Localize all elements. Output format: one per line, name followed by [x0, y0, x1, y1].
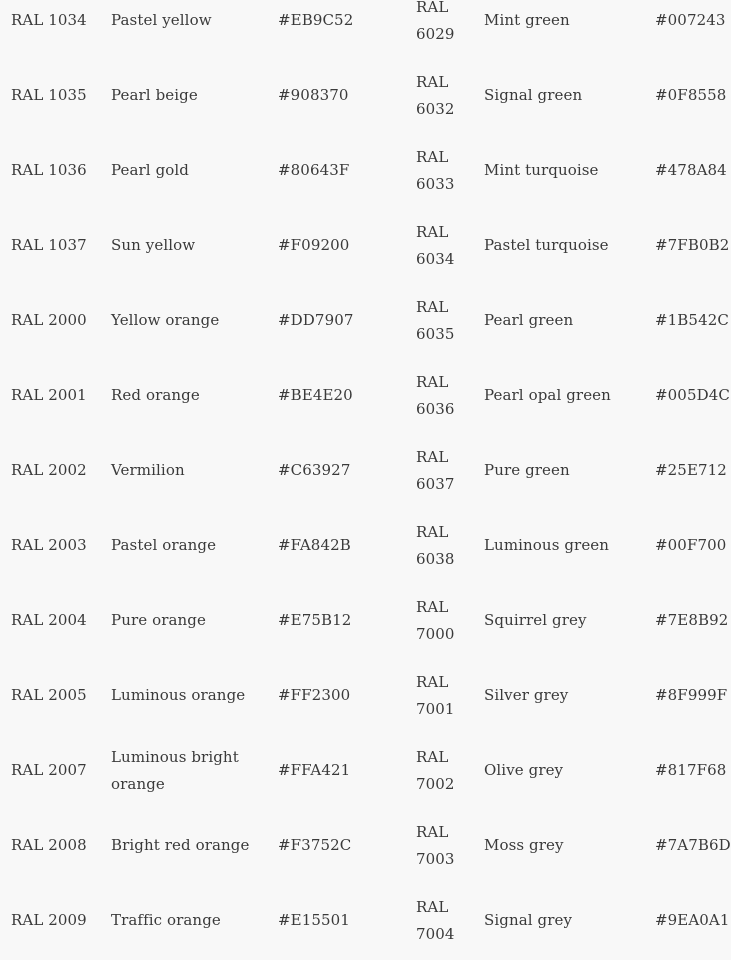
ral-code: RAL 2003: [11, 536, 87, 554]
color-name: Pearl gold: [111, 161, 190, 179]
color-name: Luminous green: [484, 536, 610, 554]
hex-value: #E75B12: [278, 611, 352, 629]
ral-code: [416, 133, 476, 208]
ral-code-text: RAL 6033: [416, 147, 455, 193]
ral-code: RAL 2000: [11, 311, 87, 329]
hex-value: #478A84: [655, 161, 727, 179]
ral-code-text: RAL 7004: [416, 897, 455, 943]
ral-code: RAL 2002: [11, 461, 87, 479]
ral-code: RAL 2007: [11, 761, 87, 779]
ral-code-text: RAL 7002: [416, 747, 455, 793]
color-name: Bright red orange: [111, 836, 250, 854]
hex-value: #908370: [278, 86, 349, 104]
ral-code: RAL 1036: [11, 161, 87, 179]
hex-value: #0F8558: [655, 86, 727, 104]
ral-code-text: RAL 6034: [416, 222, 455, 268]
color-name: Pure green: [484, 461, 570, 479]
ral-code-text: RAL 7003: [416, 822, 455, 868]
table-row: [0, 358, 731, 433]
hex-value: #80643F: [278, 161, 350, 179]
hex-value: #9EA0A1: [655, 911, 730, 929]
color-name-text: Luminous bright orange: [111, 747, 239, 793]
table-row: [0, 58, 731, 133]
hex-value: #005D4C: [655, 386, 730, 404]
color-name: Mint turquoise: [484, 161, 599, 179]
hex-value: #C63927: [278, 461, 351, 479]
ral-code: [416, 658, 476, 733]
hex-value: #FF2300: [278, 686, 351, 704]
ral-code: [416, 0, 476, 58]
color-name: Luminous orange: [111, 686, 246, 704]
ral-code: RAL 1034: [11, 11, 87, 29]
hex-value: #BE4E20: [278, 386, 353, 404]
color-name: Yellow orange: [111, 311, 220, 329]
hex-value: #817F68: [655, 761, 727, 779]
hex-value: #EB9C52: [278, 11, 354, 29]
hex-value: #007243: [655, 11, 726, 29]
ral-code: [416, 808, 476, 883]
table-row: [0, 808, 731, 883]
hex-value: #8F999F: [655, 686, 728, 704]
table-row: [0, 583, 731, 658]
color-name: Vermilion: [111, 461, 185, 479]
color-name: Pearl beige: [111, 86, 198, 104]
color-name: Pastel turquoise: [484, 236, 609, 254]
table-row: [0, 0, 731, 58]
table-row: [0, 883, 731, 958]
color-name: Signal green: [484, 86, 583, 104]
ral-code: [416, 58, 476, 133]
hex-value: #F09200: [278, 236, 350, 254]
ral-code-text: RAL 6038: [416, 522, 455, 568]
color-name: Silver grey: [484, 686, 569, 704]
table-row: [0, 733, 731, 808]
ral-code-text: RAL 6036: [416, 372, 455, 418]
hex-value: #00F700: [655, 536, 727, 554]
table-row: [0, 208, 731, 283]
color-name: Moss grey: [484, 836, 564, 854]
color-name: Sun yellow: [111, 236, 196, 254]
ral-code-text: RAL 6037: [416, 447, 455, 493]
ral-code: [416, 433, 476, 508]
table-row: [0, 658, 731, 733]
table-row: [0, 133, 731, 208]
hex-value: #DD7907: [278, 311, 354, 329]
hex-value: #7A7B6D: [655, 836, 731, 854]
hex-value: #25E712: [655, 461, 727, 479]
ral-code-text: RAL 7001: [416, 672, 455, 718]
hex-value: #7E8B92: [655, 611, 729, 629]
ral-code-text: RAL 6035: [416, 297, 455, 343]
ral-code: [416, 208, 476, 283]
hex-value: #7FB0B2: [655, 236, 730, 254]
ral-code: RAL 2008: [11, 836, 87, 854]
table-row: [0, 508, 731, 583]
ral-code-text: RAL 6032: [416, 72, 455, 118]
ral-code: [416, 508, 476, 583]
color-name: Pearl opal green: [484, 386, 611, 404]
hex-value: #FFA421: [278, 761, 351, 779]
table-row: [0, 283, 731, 358]
hex-value: #E15501: [278, 911, 350, 929]
color-name: Signal grey: [484, 911, 573, 929]
ral-code: [416, 283, 476, 358]
ral-code: [416, 358, 476, 433]
color-name: Pure orange: [111, 611, 206, 629]
hex-value: #F3752C: [278, 836, 352, 854]
ral-code: RAL 2004: [11, 611, 87, 629]
color-name: Red orange: [111, 386, 200, 404]
color-name: Pastel yellow: [111, 11, 212, 29]
hex-value: #1B542C: [655, 311, 729, 329]
color-name: Mint green: [484, 11, 570, 29]
color-name: Pastel orange: [111, 536, 217, 554]
ral-code: RAL 2001: [11, 386, 87, 404]
ral-code: RAL 1035: [11, 86, 87, 104]
ral-code: [416, 883, 476, 958]
ral-code: [416, 733, 476, 808]
hex-value: #FA842B: [278, 536, 351, 554]
color-name: Pearl green: [484, 311, 574, 329]
color-name: Olive grey: [484, 761, 564, 779]
table-row: [0, 433, 731, 508]
ral-code: RAL 2005: [11, 686, 87, 704]
ral-code-text: RAL 6029: [416, 0, 455, 43]
color-name: Squirrel grey: [484, 611, 587, 629]
ral-code-text: RAL 7000: [416, 597, 455, 643]
ral-code: RAL 2009: [11, 911, 87, 929]
ral-code: RAL 1037: [11, 236, 87, 254]
color-name: Traffic orange: [111, 911, 221, 929]
ral-code: [416, 583, 476, 658]
color-name: [111, 733, 271, 808]
